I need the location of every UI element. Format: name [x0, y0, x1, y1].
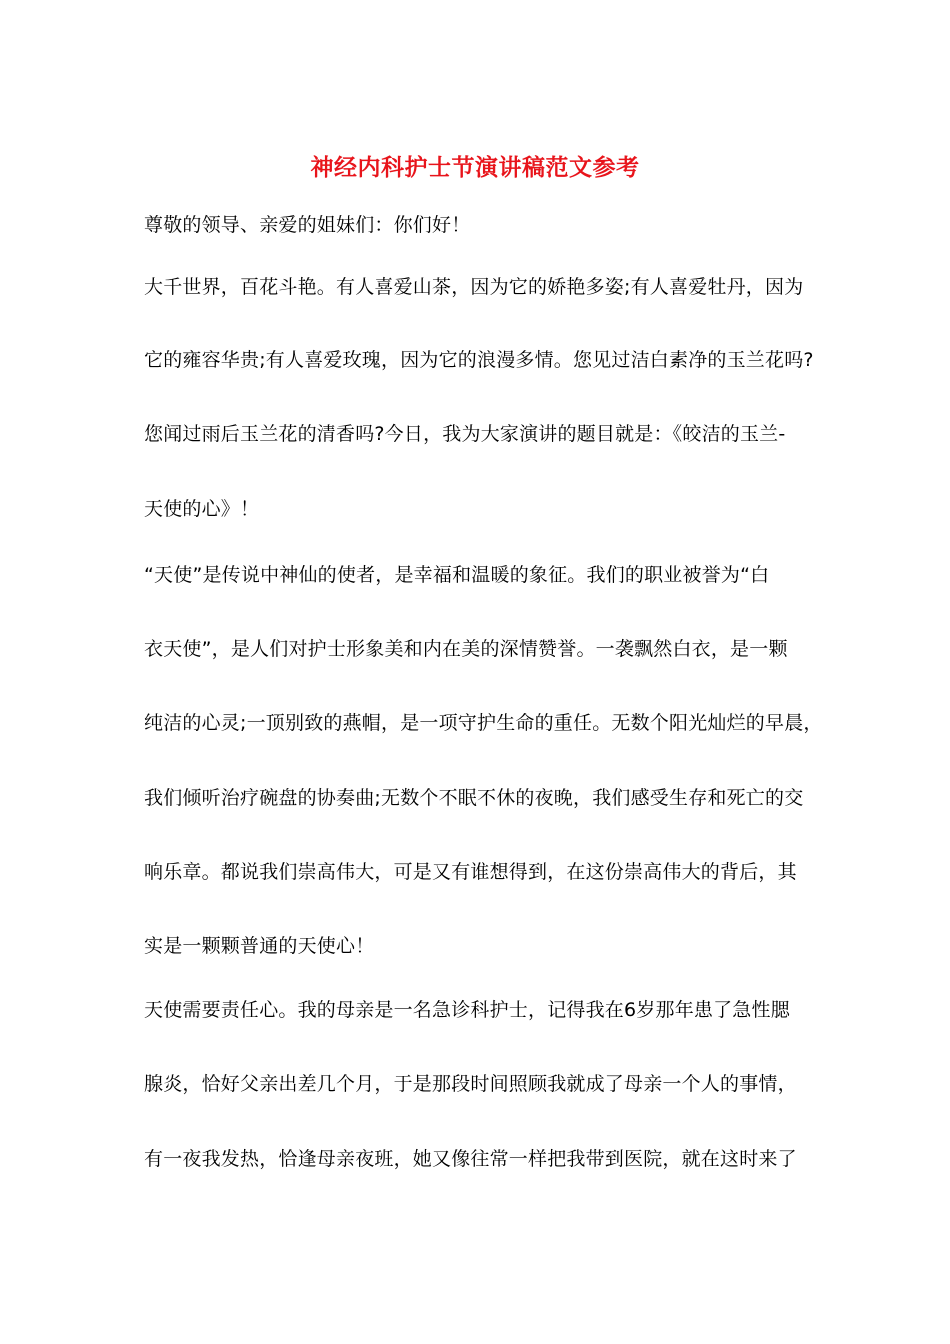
paragraph-line: 衣天使”，是人们对护士形象美和内在美的深情赞誉。一袭飘然白衣，是一颗	[144, 638, 788, 660]
paragraph-line: 天使的心》！	[144, 498, 260, 520]
paragraph-line: 尊敬的领导、亲爱的姐妹们：你们好！	[144, 214, 471, 236]
paragraph-line: 纯洁的心灵;一顶别致的燕帽，是一项守护生命的重任。无数个阳光灿烂的早晨，	[144, 712, 823, 734]
paragraph-line: 腺炎，恰好父亲出差几个月，于是那段时间照顾我就成了母亲一个人的事情，	[144, 1073, 797, 1095]
document-title: 神经内科护士节演讲稿范文参考	[310, 154, 640, 181]
paragraph-line: 您闻过雨后玉兰花的清香吗?今日，我为大家演讲的题目就是：《皎洁的玉兰-	[144, 423, 786, 445]
paragraph-line: 大千世界，百花斗艳。有人喜爱山茶，因为它的娇艳多姿;有人喜爱牡丹，因为	[144, 276, 804, 298]
paragraph-line: 它的雍容华贵;有人喜爱玫瑰，因为它的浪漫多情。您见过洁白素净的玉兰花吗?	[144, 349, 814, 371]
paragraph-line: 有一夜我发热，恰逢母亲夜班，她又像往常一样把我带到医院，就在这时来了	[144, 1148, 797, 1170]
paragraph-line: 实是一颗颗普通的天使心！	[144, 935, 375, 957]
paragraph-line: 天使需要责任心。我的母亲是一名急诊科护士，记得我在6岁那年患了急性腮	[144, 999, 790, 1021]
paragraph-line: “天使”是传说中神仙的使者，是幸福和温暖的象征。我们的职业被誉为“白	[144, 564, 770, 586]
paragraph-line: 我们倾听治疗碗盘的协奏曲;无数个不眠不休的夜晚，我们感受生存和死亡的交	[144, 787, 804, 809]
paragraph-line: 响乐章。都说我们崇高伟大，可是又有谁想得到，在这份崇高伟大的背后，其	[144, 861, 797, 883]
